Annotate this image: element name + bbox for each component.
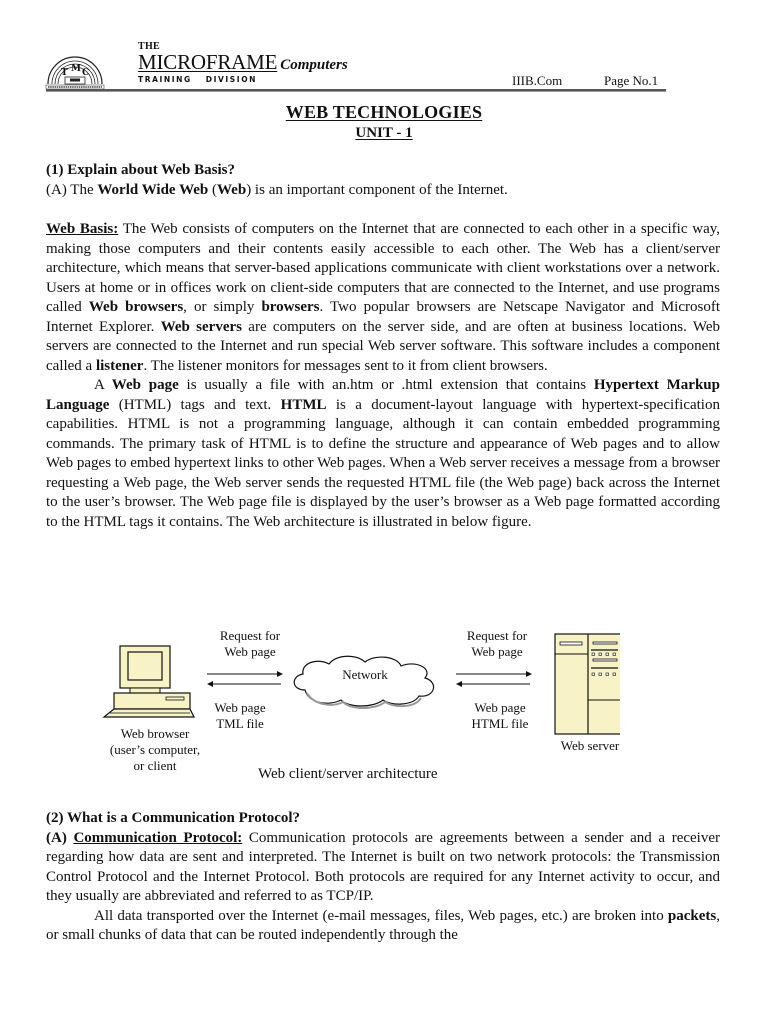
- label-line: HTML file: [471, 716, 529, 731]
- text: All data transported over the Internet (e-mail messages, files, Web pages, etc.) are broken into: [94, 907, 668, 924]
- text: , or small chunks of data that can be routed independently through the: [46, 907, 720, 943]
- svg-text:C: C: [82, 68, 90, 78]
- term-web-servers: Web servers: [160, 318, 242, 335]
- text: are computers on the server side, and are often at business locations. Web servers are connected to the Internet and run special Web server software. This software includes a component called a: [46, 318, 720, 374]
- text: is usually a file with an.htm or .html extension that contains: [178, 377, 594, 393]
- svg-text:T: T: [61, 68, 68, 78]
- left-response-label: [200, 700, 280, 732]
- web-architecture-figure: [90, 620, 690, 790]
- text: . The listener monitors for messages sent to it from client browsers.: [143, 357, 548, 374]
- text: ) is an important component of the Internet.: [246, 181, 508, 198]
- network-label: Network: [342, 667, 388, 682]
- course-label: IIIB.Com: [512, 73, 563, 88]
- question-2-heading: (2) What is a Communication Protocol?: [46, 810, 301, 826]
- term-hypertext-markup-language: Hypertext Markup Language: [46, 377, 720, 413]
- text: . Two popular browsers are Netscape Navigator and Microsoft Internet Explorer.: [46, 299, 720, 335]
- brand-suffix: Computers: [280, 57, 348, 73]
- label-line: Request for: [219, 628, 281, 643]
- client-label-line: (user’s computer,: [109, 742, 201, 757]
- term-browsers: browsers: [261, 299, 320, 315]
- svg-text:M: M: [71, 64, 81, 74]
- answer-1-intro: [46, 181, 720, 201]
- text: The Web consists of computers on the Internet that are connected to each other in a specific way, making those computers and their contents easily accessible to each other. The Web has a client/server architecture, which means that server-based applications communicate with client workstations over a network. Users at home or in offices work on client-side computers that are connected to the Internet, and use programs called: [46, 221, 721, 315]
- brand-the: THE: [138, 41, 161, 52]
- text: Communication protocols are agreements between a sender and a receiver regarding how data are sent and interpreted. The Internet is built on two network protocols: the Transmission Control Protocol and the Internet Protocol. Both protocols are required for any Internet activity to occur, and they usually are abbreviated and referred to as TCP/IP.: [46, 829, 720, 904]
- answer-prefix: (A) The: [46, 181, 98, 198]
- page-number: Page No.1: [604, 73, 659, 88]
- text: A: [94, 377, 112, 393]
- question-1-heading: (1) Explain about Web Basis?: [46, 162, 235, 178]
- page-header: [0, 0, 768, 100]
- term-packets: packets: [667, 907, 717, 924]
- client-computer-icon: [100, 640, 200, 720]
- web-server-icon: [550, 628, 620, 738]
- paragraph-1: [46, 220, 720, 376]
- term-web: Web: [217, 181, 247, 198]
- term-html: HTML: [280, 396, 327, 413]
- label-line: Web page: [224, 644, 276, 659]
- tmc-logo-icon: [44, 48, 106, 90]
- text: , or simply: [183, 299, 262, 315]
- brand-division: [138, 75, 348, 84]
- left-arrows-icon: [205, 670, 285, 690]
- term-web-browsers: Web browsers: [88, 299, 184, 315]
- label-line: Web page: [474, 700, 526, 715]
- answer-2-paragraph: [46, 829, 720, 907]
- right-request-label: [447, 628, 547, 660]
- figure-caption: Web client/server architecture: [258, 766, 438, 782]
- communication-protocol-heading: Communication Protocol:: [73, 829, 243, 846]
- right-response-label: [450, 700, 550, 732]
- brand-division-division: DIVISION: [205, 75, 258, 84]
- client-label-line: Web browser: [120, 726, 190, 741]
- label-line: Web page: [214, 700, 266, 715]
- term-www: World Wide Web: [97, 181, 209, 198]
- text: is a document-layout language with hypertext-specification capabilities. HTML is not a programming language, although it can contain embedded programming commands. The primary task of HTML is to define the structure and appearance of Web pages and to allow Web pages to embed hypertext links to other Web pages. When a Web server receives a message from a browser requesting a Web page, the Web server sends the requested HTML file (the Web page) back across the Internet to the user’s browser. The Web page file is displayed by the user’s browser as a Web page formatted according to the HTML tags it contains. The Web architecture is illustrated in below figure.: [46, 396, 720, 530]
- answer-prefix: (A): [46, 829, 74, 846]
- web-basis-heading: Web Basis:: [46, 221, 119, 237]
- right-arrows-icon: [454, 670, 534, 690]
- term-web-page: Web page: [111, 377, 179, 393]
- web-basis-paragraph: [46, 220, 720, 532]
- question-2: [46, 809, 720, 946]
- brand-block: [138, 42, 348, 84]
- text: (HTML) tags and text.: [109, 396, 281, 413]
- brand-division-training: TRAINING: [138, 75, 192, 84]
- question-1: [46, 161, 720, 200]
- label-line: Web page: [471, 644, 523, 659]
- label-line: TML file: [216, 716, 264, 731]
- text: (: [208, 181, 217, 198]
- paragraph-2: [46, 376, 720, 532]
- label-line: Request for: [466, 628, 528, 643]
- brand-name: MICROFRAME: [138, 50, 278, 74]
- unit-title: UNIT - 1: [355, 125, 413, 141]
- document-title: WEB TECHNOLOGIES: [285, 102, 483, 122]
- client-label-line: or client: [133, 758, 177, 773]
- header-divider: [46, 89, 666, 92]
- server-label: Web server: [560, 738, 620, 753]
- packets-paragraph: [46, 907, 720, 946]
- term-listener: listener: [95, 357, 144, 374]
- client-label: [90, 726, 220, 774]
